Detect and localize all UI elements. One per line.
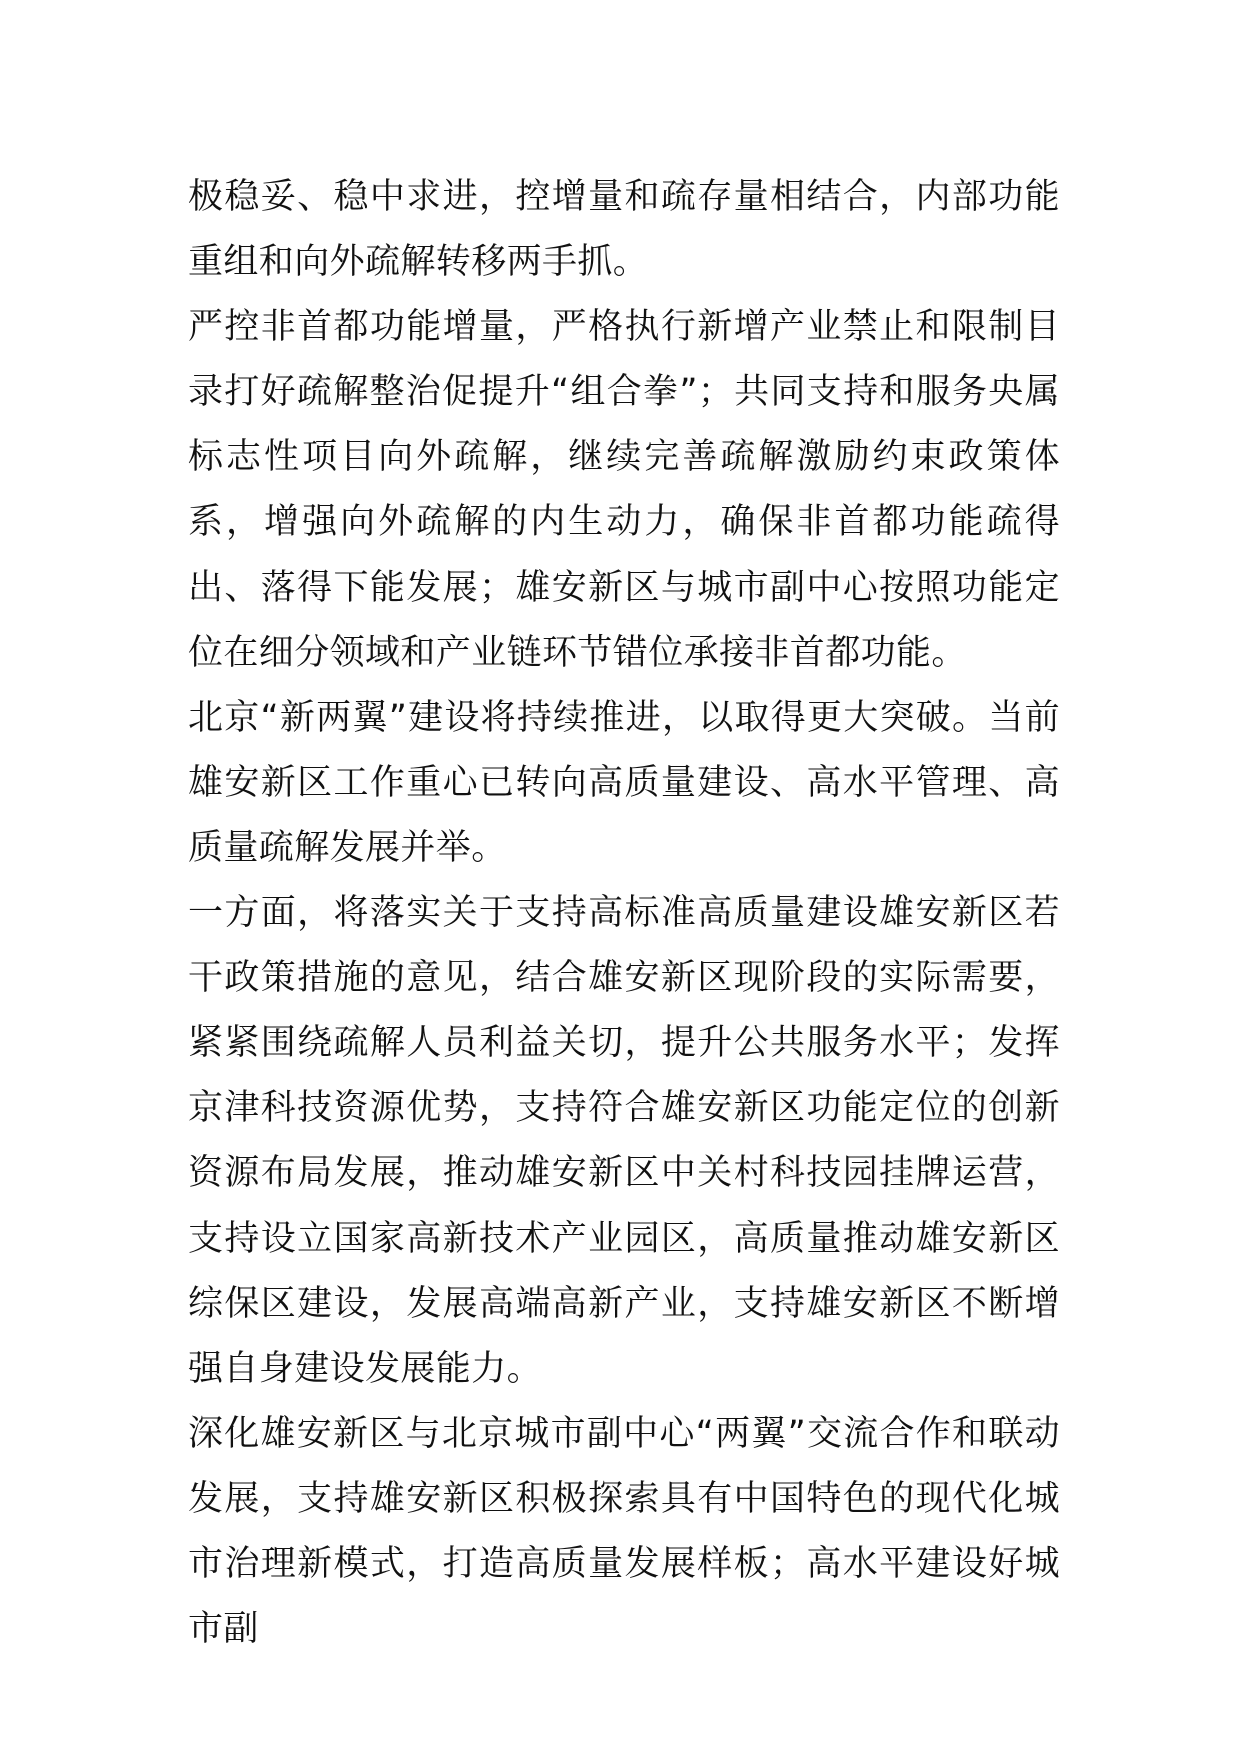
paragraph-3: 北京“新两翼”建设将持续推进，以取得更大突破。当前雄安新区工作重心已转向高质量建设、高水平管理、高质量疏解发展并举。 [188,697,1060,868]
paragraph-2: 严控非首都功能增量，严格执行新增产业禁止和限制目录打好疏解整治促提升“组合拳”；共同支持和服务央属标志性项目向外疏解，继续完善疏解激励约束政策体系，增强向外疏解的内生动力，确保非首都功能疏得出、落得下能发展；雄安新区与城市副中心按照功能定位在细分领域和产业链环节错位承接非首都功能。 [188,307,1060,673]
paragraph-4: 一方面，将落实关于支持高标准高质量建设雄安新区若干政策措施的意见，结合雄安新区现阶段的实际需要，紧紧围绕疏解人员利益关切，提升公共服务水平；发挥京津科技资源优势，支持符合雄安新区功能定位的创新资源布局发展，推动雄安新区中关村科技园挂牌运营，支持设立国家高新技术产业园区，高质量推动雄安新区综保区建设，发展高端高新产业，支持雄安新区不断增强自身建设发展能力。 [188,893,1060,1389]
paragraph-5: 深化雄安新区与北京城市副中心“两翼”交流合作和联动发展，支持雄安新区积极探索具有中国特色的现代化城市治理新模式，打造高质量发展样板；高水平建设好城市副 [188,1413,1060,1650]
document-body [188,165,1060,1662]
paragraph-1: 极稳妥、稳中求进，控增量和疏存量相结合，内部功能重组和向外疏解转移两手抓。 [188,177,1060,283]
